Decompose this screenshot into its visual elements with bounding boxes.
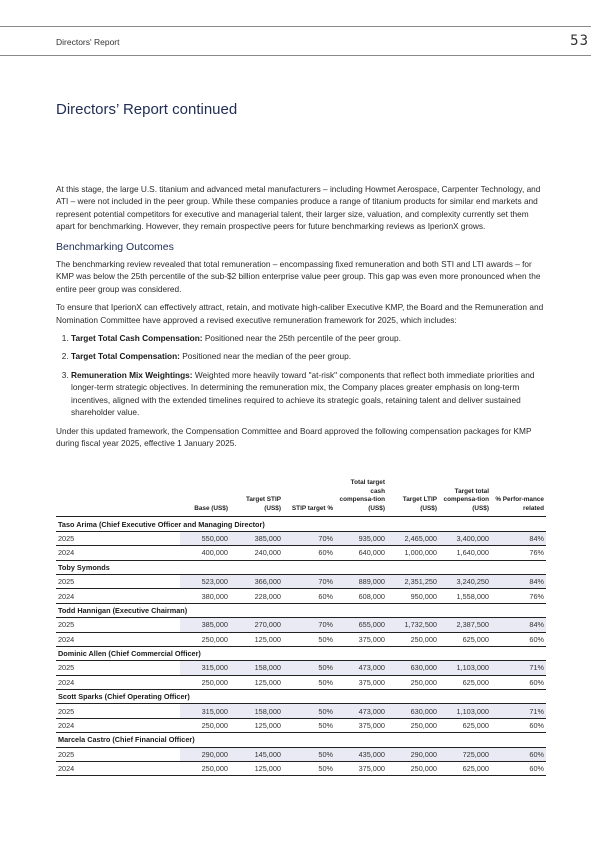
value-cell: 71% <box>491 704 546 718</box>
value-cell: 1,558,000 <box>439 589 491 603</box>
value-cell: 70% <box>283 574 335 588</box>
value-cell: 125,000 <box>230 632 283 646</box>
paragraph: Under this updated framework, the Compensation Committee and Board approved the following compensation packages for KMP during fiscal year 2025, effective 1 January 2025. <box>56 425 532 448</box>
column-header: STIP target % <box>291 504 333 512</box>
person-row <box>56 646 546 660</box>
value-cell: 625,000 <box>439 718 491 732</box>
value-cell: 125,000 <box>230 762 283 776</box>
value-cell: 380,000 <box>180 589 230 603</box>
value-cell: 70% <box>283 531 335 545</box>
value-cell: 625,000 <box>439 675 491 689</box>
page-number: 53 <box>570 33 589 49</box>
value-cell: 60% <box>491 762 546 776</box>
value-cell: 889,000 <box>335 574 387 588</box>
framework-list <box>56 332 546 418</box>
paragraph: To ensure that IperionX can effectively attract, retain, and motivate high-caliber Executive KMP, the Board and the Remuneration and Nomination Committee have approved a revised executive remuneration framework for 2025, which includes: <box>56 302 544 325</box>
value-cell: 315,000 <box>180 661 230 675</box>
value-cell: 250,000 <box>180 632 230 646</box>
value-cell: 315,000 <box>180 704 230 718</box>
list-item-text: Weighted more heavily toward "at-risk" components that reflect both immediate priorities and longer-term strategic objectives. In determining the remuneration mix, the Company places greater emphasis on long-term incentives, aligned with the extended timelines required to achieve its strategic goals, retaining talent and deliver sustained shareholder value. <box>71 369 535 418</box>
value-cell: 2,465,000 <box>387 531 439 545</box>
value-cell: 655,000 <box>335 618 387 632</box>
running-header: Directors' Report <box>56 37 120 47</box>
table-row <box>56 531 546 545</box>
table-row <box>56 546 546 560</box>
value-cell: 76% <box>491 589 546 603</box>
value-cell: 473,000 <box>335 661 387 675</box>
list-item-text: Positioned near the 25th percentile of the peer group. <box>202 333 401 344</box>
value-cell: 2,387,500 <box>439 618 491 632</box>
value-cell: 60% <box>491 718 546 732</box>
person-name: Toby Symonds <box>56 560 546 574</box>
list-item-text: Positioned near the median of the peer group. <box>179 351 352 362</box>
value-cell: 84% <box>491 574 546 588</box>
value-cell: 523,000 <box>180 574 230 588</box>
value-cell: 70% <box>283 618 335 632</box>
value-cell: 50% <box>283 704 335 718</box>
value-cell: 125,000 <box>230 718 283 732</box>
year-cell: 2024 <box>56 632 180 646</box>
value-cell: 473,000 <box>335 704 387 718</box>
value-cell: 1,103,000 <box>439 661 491 675</box>
table-row <box>56 574 546 588</box>
table-row <box>56 718 546 732</box>
value-cell: 60% <box>491 632 546 646</box>
header-bottom-rule <box>0 55 591 56</box>
person-row <box>56 690 546 704</box>
compensation-table <box>56 479 546 776</box>
value-cell: 250,000 <box>180 762 230 776</box>
value-cell: 3,240,250 <box>439 574 491 588</box>
list-item-term: Target Total Cash Compensation: <box>71 333 203 344</box>
value-cell: 71% <box>491 661 546 675</box>
table-row <box>56 762 546 776</box>
value-cell: 385,000 <box>230 531 283 545</box>
list-item <box>71 369 546 419</box>
value-cell: 125,000 <box>230 675 283 689</box>
value-cell: 250,000 <box>180 675 230 689</box>
value-cell: 76% <box>491 546 546 560</box>
value-cell: 50% <box>283 747 335 761</box>
value-cell: 3,400,000 <box>439 531 491 545</box>
value-cell: 250,000 <box>387 718 439 732</box>
value-cell: 158,000 <box>230 661 283 675</box>
person-name: Marcela Castro (Chief Financial Officer) <box>56 733 546 747</box>
value-cell: 630,000 <box>387 661 439 675</box>
value-cell: 625,000 <box>439 762 491 776</box>
person-name: Todd Hannigan (Executive Chairman) <box>56 603 546 617</box>
value-cell: 250,000 <box>387 632 439 646</box>
person-row <box>56 733 546 747</box>
value-cell: 725,000 <box>439 747 491 761</box>
value-cell: 950,000 <box>387 589 439 603</box>
value-cell: 50% <box>283 661 335 675</box>
value-cell: 375,000 <box>335 675 387 689</box>
person-row <box>56 560 546 574</box>
value-cell: 84% <box>491 531 546 545</box>
year-cell: 2025 <box>56 531 180 545</box>
person-name: Taso Arima (Chief Executive Officer and Managing Director) <box>56 517 546 531</box>
value-cell: 435,000 <box>335 747 387 761</box>
value-cell: 375,000 <box>335 762 387 776</box>
value-cell: 935,000 <box>335 531 387 545</box>
value-cell: 1,732,500 <box>387 618 439 632</box>
value-cell: 250,000 <box>180 718 230 732</box>
value-cell: 625,000 <box>439 632 491 646</box>
table-row <box>56 589 546 603</box>
value-cell: 290,000 <box>180 747 230 761</box>
value-cell: 50% <box>283 632 335 646</box>
column-header: Target LTIP (US$) <box>402 496 437 512</box>
value-cell: 50% <box>283 718 335 732</box>
column-header <box>56 479 180 517</box>
value-cell: 290,000 <box>387 747 439 761</box>
value-cell: 1,000,000 <box>387 546 439 560</box>
person-row <box>56 517 546 531</box>
column-header: Target STIP (US$) <box>245 496 281 512</box>
year-cell: 2025 <box>56 574 180 588</box>
page-title: Directors’ Report continued <box>56 101 238 118</box>
value-cell: 608,000 <box>335 589 387 603</box>
list-item-term: Remuneration Mix Weightings: <box>71 369 193 380</box>
value-cell: 60% <box>283 546 335 560</box>
year-cell: 2024 <box>56 762 180 776</box>
table-row <box>56 661 546 675</box>
header-top-rule <box>0 26 591 27</box>
value-cell: 2,351,250 <box>387 574 439 588</box>
table-row <box>56 675 546 689</box>
body-text <box>56 183 546 455</box>
value-cell: 60% <box>283 589 335 603</box>
value-cell: 50% <box>283 675 335 689</box>
value-cell: 250,000 <box>387 762 439 776</box>
year-cell: 2025 <box>56 618 180 632</box>
value-cell: 1,640,000 <box>439 546 491 560</box>
person-row <box>56 603 546 617</box>
year-cell: 2024 <box>56 718 180 732</box>
value-cell: 550,000 <box>180 531 230 545</box>
value-cell: 145,000 <box>230 747 283 761</box>
table-row <box>56 704 546 718</box>
year-cell: 2025 <box>56 704 180 718</box>
paragraph: At this stage, the large U.S. titanium and advanced metal manufacturers – including Howmet Aerospace, Carpenter Technology, and ATI – were not included in the peer group. While these companies produce a range of titanium products for similar end markets and represent potential competitors for executive and managerial talent, their larger size, valuation, and complexity currently set them apart for benchmarking. However, they remain prospective peers for future benchmarking reviews as IperionX grows. <box>56 184 541 232</box>
value-cell: 228,000 <box>230 589 283 603</box>
column-header: % Perfor-mance related <box>495 496 544 512</box>
column-header: Target total compensa-tion (US$) <box>443 487 489 512</box>
value-cell: 385,000 <box>180 618 230 632</box>
value-cell: 250,000 <box>387 675 439 689</box>
value-cell: 60% <box>491 675 546 689</box>
table-header-row <box>56 479 546 517</box>
list-item <box>71 332 546 344</box>
value-cell: 640,000 <box>335 546 387 560</box>
value-cell: 270,000 <box>230 618 283 632</box>
column-header: Total target cash compensa-tion (US$) <box>339 479 385 512</box>
value-cell: 60% <box>491 747 546 761</box>
value-cell: 240,000 <box>230 546 283 560</box>
person-name: Dominic Allen (Chief Commercial Officer) <box>56 646 546 660</box>
value-cell: 630,000 <box>387 704 439 718</box>
person-name: Scott Sparks (Chief Operating Officer) <box>56 690 546 704</box>
value-cell: 366,000 <box>230 574 283 588</box>
value-cell: 400,000 <box>180 546 230 560</box>
paragraph: The benchmarking review revealed that total remuneration – encompassing fixed remuneration and both STI and LTI awards – for KMP was below the 25th percentile of the sub-$2 billion enterprise value peer group. This gap was even more pronounced when the entire peer group was considered. <box>56 259 541 294</box>
value-cell: 84% <box>491 618 546 632</box>
value-cell: 375,000 <box>335 632 387 646</box>
table-row <box>56 618 546 632</box>
value-cell: 375,000 <box>335 718 387 732</box>
value-cell: 158,000 <box>230 704 283 718</box>
list-item <box>71 350 546 362</box>
table-row <box>56 747 546 761</box>
value-cell: 50% <box>283 762 335 776</box>
section-heading: Benchmarking Outcomes <box>56 240 174 253</box>
table-row <box>56 632 546 646</box>
year-cell: 2024 <box>56 546 180 560</box>
year-cell: 2024 <box>56 589 180 603</box>
list-item-term: Target Total Compensation: <box>71 351 180 362</box>
year-cell: 2025 <box>56 747 180 761</box>
value-cell: 1,103,000 <box>439 704 491 718</box>
year-cell: 2025 <box>56 661 180 675</box>
year-cell: 2024 <box>56 675 180 689</box>
column-header: Base (US$) <box>194 504 228 512</box>
